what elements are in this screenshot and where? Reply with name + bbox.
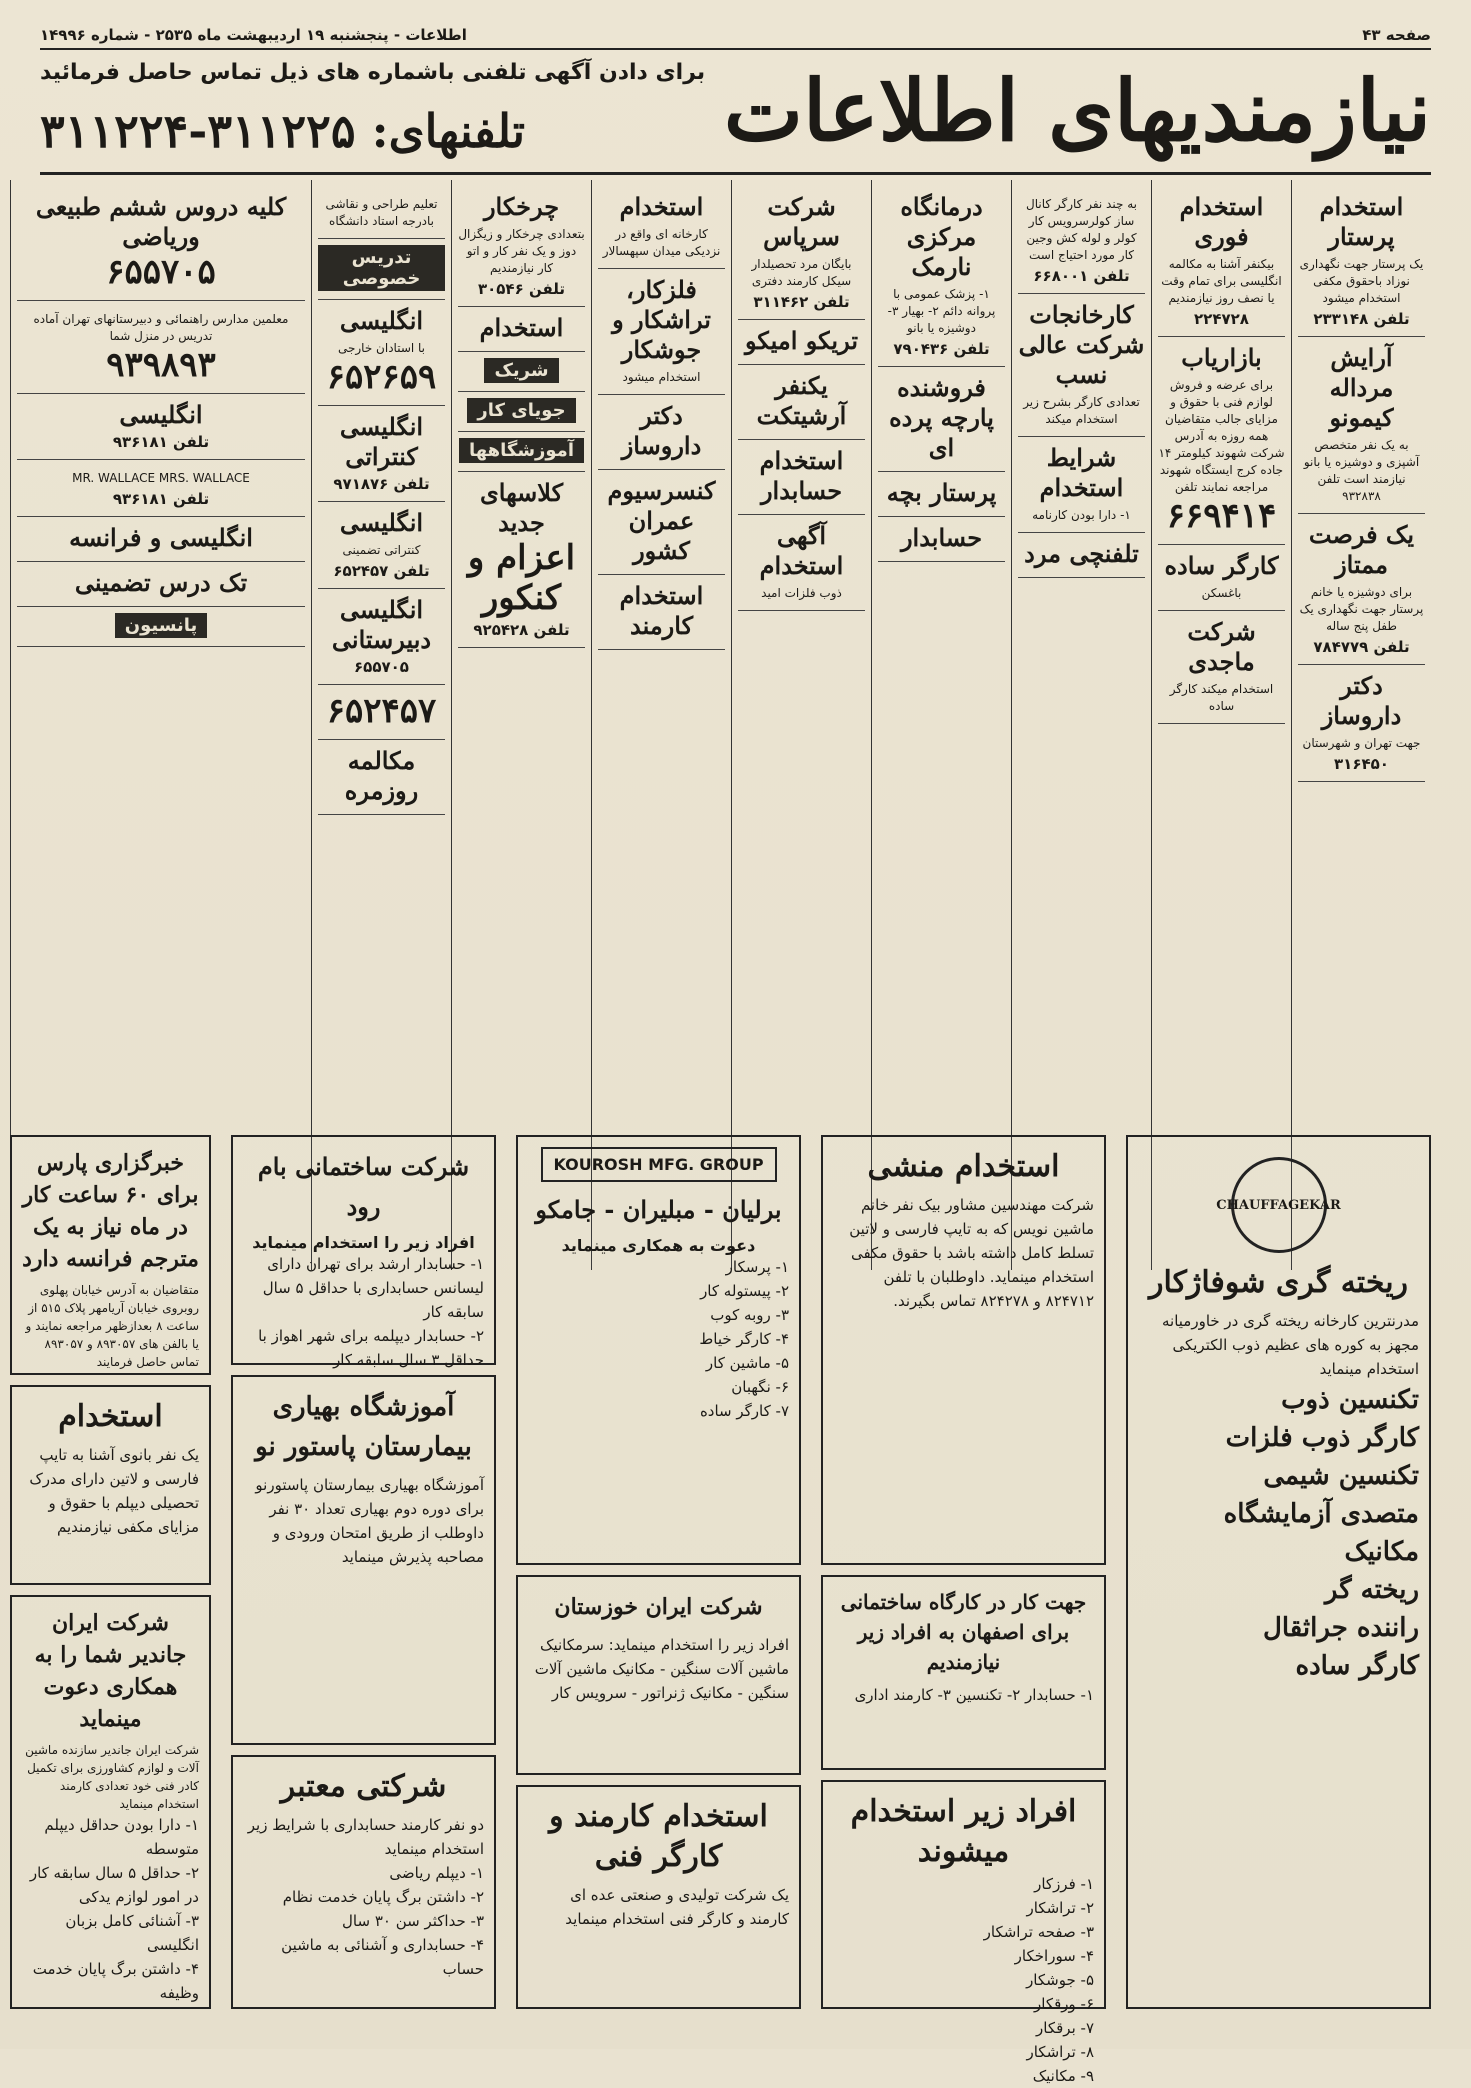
ad-title: برلیان - مبلیران - جامکو [535, 1195, 782, 1224]
classified-ad [598, 269, 725, 395]
ad-body: MR. WALLACE MRS. WALLACE [72, 471, 250, 485]
ad-body: به یک نفر متخصص آشپزی و دوشیزه یا بانو نیازمند است تلفن ۹۳۲۸۳۸ [1303, 438, 1420, 503]
list-item: ریخته گر [1324, 1575, 1419, 1605]
classified-ad [878, 472, 1005, 517]
ad-isfahan [821, 1575, 1106, 1770]
list-item: ۴- سوراخکار [1014, 1947, 1094, 1965]
ad-body: کنتراتی تضمینی [342, 543, 421, 557]
ad-body: با استادان خارجی [337, 341, 426, 355]
ad-title: استخدام پرستار [1319, 192, 1404, 251]
ad-list [833, 1872, 1094, 2088]
ad-body: تعلیم طراحی و نقاشی بادرجه استاد دانشگاه [325, 197, 438, 228]
page-header [40, 22, 1431, 50]
ad-phone: تلفن ۶۶۸۰۰۱ [1033, 267, 1130, 285]
masthead-phones [40, 104, 525, 158]
list-item: ۷- برقکار [1036, 2019, 1094, 2037]
list-item: تکنسین شیمی [1263, 1461, 1419, 1491]
ad-behyari [231, 1375, 496, 1745]
list-item: ۴- داشتن برگ پایان خدمت وظیفه [32, 1960, 199, 2002]
ad-title: انگلیسی [119, 400, 203, 429]
classified-ad [1298, 665, 1425, 782]
classified-ad [318, 502, 445, 589]
ad-body: بتعدادی چرخکار و زیگزال دوز و یک نفر کار و اتو کار نیازمندیم [458, 227, 585, 275]
section-heading: شریک [484, 358, 558, 383]
list-item: ۱- پرسکار [725, 1258, 789, 1276]
list-item: مکانیک [1344, 1537, 1419, 1567]
ad-list [243, 1252, 484, 1372]
ad-body: یک نفر بانوی آشنا به تایپ فارسی و لاتین دارای مدرک تحصیلی دیپلم با حقوق و مزایای مکفی نیازمندیم [29, 1446, 199, 1536]
ad-body: ۱- پزشک عمومی با پروانه دائم ۲- بهیار ۳- دوشیزه یا بانو [887, 287, 996, 335]
ad-title: انگلیسی و فرانسه [69, 523, 253, 552]
ad-monshi [821, 1135, 1106, 1565]
ad-body: به چند نفر کارگر کانال ساز کولرسرویس کار کولر و لوله کش وجین کار مورد احتیاج است [1026, 197, 1137, 262]
ad-title: تلفنچی مرد [1024, 539, 1139, 568]
ad-body: یک پرستار جهت نگهداری نوزاد باحقوق مکفی استخدام میشود [1299, 257, 1424, 305]
ad-list [528, 1255, 789, 1423]
ad-title: شرکت ماجدی [1187, 617, 1256, 676]
classified-ad [1158, 186, 1285, 337]
ad-phone-large: ۶۵۲۴۵۷ [326, 691, 437, 731]
ad-title: دکتر داروساز [621, 401, 702, 460]
ad-body: کارخانه ای واقع در نزدیکی میدان سپهسالار [602, 227, 721, 258]
ad-title: استخدام فوری [1179, 192, 1264, 251]
ad-estekhdam [10, 1385, 211, 1585]
ad-title: کارگر ساده [1164, 551, 1279, 580]
display-ads [10, 1135, 1431, 2085]
list-item: کارگر ساده [1295, 1651, 1419, 1681]
ad-phone: تلفن ۹۳۶۱۸۱ [112, 490, 210, 508]
section-heading: جویای کار [467, 398, 575, 423]
ad-title: تک درس تضمینی [74, 568, 248, 597]
list-item: ۲- پیستوله کار [700, 1282, 789, 1300]
ad-title: شرایط استخدام [1039, 443, 1124, 502]
classified-ad [738, 440, 865, 515]
ad-title: کنسرسیوم عمران کشور [607, 476, 716, 565]
ad-body: دو نفر کارمند حسابداری با شرایط زیر استخدام مینماید [247, 1816, 484, 1858]
classified-ad [318, 589, 445, 685]
ad-subtitle: افراد زیر را استخدام مینماید [252, 1233, 475, 1252]
ad-body: یک شرکت تولیدی و صنعتی عده ای کارمند و کارگر فنی استخدام مینماید [565, 1886, 789, 1928]
classified-ad [458, 392, 585, 432]
ad-shofajkar [1126, 1135, 1431, 2009]
ad-iranjander [10, 1595, 211, 2009]
list-item: ۲- تراشکار [1026, 1899, 1094, 1917]
classified-ad [1018, 437, 1145, 533]
ad-title: افراد زیر استخدام میشوند [850, 1794, 1077, 1869]
ad-title: بازاریاب [1181, 343, 1262, 372]
classified-ad [878, 367, 1005, 472]
ad-title: کلاسهای جدید [479, 478, 563, 537]
list-item: راننده جراثقال [1262, 1613, 1419, 1643]
shofajkar-logo: CHAUFFAGEKAR [1231, 1157, 1327, 1253]
ad-title: انگلیسی کنتراتی [339, 412, 424, 471]
classified-ad [738, 515, 865, 611]
ad-phone: تلفن ۹۲۵۴۲۸ [473, 621, 570, 639]
ad-title: شرکتی معتبر [280, 1769, 447, 1804]
ad-title: جهت کار در کارگاه ساختمانی برای اصفهان به افراد زیر نیازمندیم [840, 1590, 1087, 1674]
masthead-note: برای دادن آگهی تلفنی باشماره های ذیل تماس حاصل فرمائید [40, 60, 706, 85]
ad-body: استخدام میکند کارگر ساده [1169, 682, 1274, 713]
ad-afrad [821, 1780, 1106, 2085]
classified-ad [1158, 337, 1285, 545]
section-heading: پانسیون [115, 613, 208, 638]
section-heading: آموزشگاهها [459, 438, 584, 463]
classified-ad [1298, 514, 1425, 665]
ad-title: آموزشگاه بهیاری بیمارستان پاستور نو [255, 1392, 472, 1462]
list-item: ۶- نگهبان [731, 1378, 789, 1396]
classified-ad [598, 395, 725, 470]
ad-title: درمانگاه مرکزی نارمک [900, 192, 983, 281]
phones-value: ۳۱۱۲۲۵-۳۱۱۲۲۴ [40, 104, 356, 158]
ad-body: استخدام میشود [622, 370, 701, 384]
classified-ad [598, 470, 725, 575]
classified-ad [1298, 186, 1425, 337]
classified-ad [458, 186, 585, 307]
ad-subtitle: دعوت به همکاری مینماید [561, 1236, 756, 1255]
classified-ad [318, 406, 445, 502]
classified-ad [318, 186, 445, 239]
ad-phone: تلفن ۳۱۱۴۶۲ [753, 293, 850, 311]
masthead [40, 52, 1431, 175]
classified-ad [598, 186, 725, 269]
classified-ad [318, 239, 445, 300]
ad-karmand [516, 1785, 801, 2009]
column-4 [871, 180, 1011, 1270]
list-item: ۶- ورقکار [1034, 1995, 1094, 2013]
classified-ad [1158, 611, 1285, 724]
ad-title: یکنفر آرشیتکت [756, 371, 847, 430]
ad-khuzestan [516, 1575, 801, 1775]
ad-body: ۱- دارا بودن کارنامه [1032, 508, 1131, 522]
classified-ad [318, 740, 445, 815]
list-item: ۲- حداقل ۵ سال سابقه کار در امور لوازم یدکی [29, 1864, 199, 1906]
list-item: ۳- آشنائی کامل بزبان انگلیسی [65, 1912, 199, 1954]
ad-title: انگلیسی [339, 508, 424, 537]
ad-phone: تلفن ۲۳۳۱۴۸ [1313, 310, 1410, 328]
ad-phone: تلفن ۹۳۶۱۸۱ [112, 433, 210, 451]
classified-ad [1018, 294, 1145, 437]
classified-ad [318, 300, 445, 406]
list-item: ۱- فرزکار [1034, 1875, 1094, 1893]
classified-ad [458, 352, 585, 392]
ad-title: مکالمه روزمره [344, 746, 419, 805]
ad-title: استخدام کارمند [619, 581, 704, 640]
ad-title: انگلیسی [339, 306, 424, 335]
ad-body: ۱- حسابدار ۲- تکنسین ۳- کارمند اداری [854, 1686, 1094, 1704]
classified-ad [878, 517, 1005, 562]
ad-title: استخدام [58, 1399, 163, 1434]
ad-phone-large: ۶۵۲۶۵۹ [326, 357, 437, 397]
masthead-title: نیازمندیهای اطلاعات [723, 61, 1431, 160]
ad-phone: تلفن ۶۵۲۴۵۷ [333, 562, 430, 580]
ad-body: معلمین مدارس راهنمائی و دبیرستانهای تهران آماده تدریس در منزل شما [33, 312, 289, 343]
ad-motabar [231, 1755, 496, 2009]
classified-ad [17, 562, 305, 607]
ad-phone-large: اعزام و کنکور [467, 538, 576, 618]
phones-label: تلفنهای: [371, 104, 525, 158]
classified-ad [17, 460, 305, 517]
list-item: ۷- کارگر ساده [699, 1402, 789, 1420]
ad-phone: ۳۱۶۴۵۰ [1334, 755, 1389, 773]
column-7 [451, 180, 591, 1270]
ad-title: ریخته گری شوفاژکار [1148, 1265, 1409, 1300]
list-item: ۳- روبه کوب [710, 1306, 789, 1324]
list-item: ۸- تراشکار [1026, 2043, 1094, 2061]
ad-title: انگلیسی دبیرستانی [331, 595, 432, 654]
classified-ad [17, 186, 305, 301]
classified-ad [738, 186, 865, 320]
ad-body: افراد زیر را استخدام مینماید: سرمکانیک ماشین آلات سنگین - مکانیک ماشین آلات سنگین - مکانیک ژنراتور - سرویس کار [534, 1636, 789, 1702]
list-item: ۵- ماشین کار [705, 1354, 789, 1372]
ad-body: بایگان مرد تحصیلدار سیکل کارمند دفتری [751, 257, 852, 288]
classified-ad [17, 301, 305, 394]
ad-list [1138, 1381, 1419, 1685]
column-5 [731, 180, 871, 1270]
ad-pars [10, 1135, 211, 1375]
column-2 [1151, 180, 1291, 1270]
ad-title: استخدام کارمند و کارگر فنی [549, 1799, 768, 1874]
classified-ad [458, 307, 585, 352]
ad-body: بیکنفر آشنا به مکالمه انگلیسی برای تمام وقت یا نصف روز نیازمندیم [1161, 257, 1282, 305]
list-item: ۲- حسابدار دیپلمه برای شهر اهواز با حداقل ۳ سال سابقه کار [258, 1327, 484, 1369]
list-item: ۱- دیپلم ریاضی [389, 1864, 484, 1882]
column-3 [1011, 180, 1151, 1270]
ad-title: حسابدار [900, 523, 983, 552]
ad-body: برای دوشیزه یا خانم پرستار جهت نگهداری یک طفل پنج ساله [1299, 585, 1424, 633]
classified-ad [878, 186, 1005, 367]
list-item: ۴- کارگر خیاط [699, 1330, 789, 1348]
list-item: ۵- جوشکار [1026, 1971, 1094, 1989]
ad-body: ذوب فلزات امید [761, 586, 842, 600]
classified-ad [17, 394, 305, 460]
ad-phone: ۲۲۴۷۲۸ [1194, 310, 1249, 328]
list-item: متصدی آزمایشگاه [1223, 1499, 1419, 1529]
ad-title: فلزکار، تراشکار و جوشکار [612, 275, 711, 364]
classified-ad [738, 320, 865, 365]
ad-body: جهت تهران و شهرستان [1302, 736, 1421, 750]
column-9 [10, 180, 311, 1270]
ad-phone-large: ۹۳۹۸۹۳ [106, 345, 216, 385]
ad-title: فروشنده پارچه پرده ای [889, 373, 994, 462]
ad-title: استخدام حسابدار [759, 446, 844, 505]
ad-phone: تلفن ۹۷۱۸۷۶ [333, 475, 430, 493]
ad-phone: تلفن ۷۸۴۷۷۹ [1313, 638, 1410, 656]
list-item: ۳- حداکثر سن ۳۰ سال [342, 1912, 484, 1930]
column-8 [311, 180, 451, 1270]
ad-body: برای عرضه و فروش لوازم فنی با حقوق و مزایای جالب متقاضیان همه روزه به آدرس شرکت شهوند کیلومتر ۱۴ جاده کرج ایستگاه شهوند مراجعه نمایند تلفن [1158, 378, 1285, 494]
ad-body: تعدادی کارگر بشرح زیر استخدام میکند [1023, 395, 1140, 426]
classified-ad [318, 685, 445, 740]
list-item: ۴- حسابداری و آشنائی به ماشین حساب [281, 1936, 484, 1978]
ad-title: کارخانجات شرکت عالی نسب [1018, 300, 1145, 389]
ad-title: استخدام منشی [867, 1149, 1060, 1184]
ad-title: استخدام [619, 192, 704, 221]
ad-title: شرکت سرپاس [763, 192, 840, 251]
column-1 [1291, 180, 1431, 1270]
classified-ad [1158, 545, 1285, 611]
ad-list [22, 1813, 199, 2005]
ad-body: شرکت مهندسین مشاور بیک نفر خانم ماشین نویس که به تایپ فارسی و لاتین تسلط کامل داشته باشد با حقوق مکفی استخدام مینماید. داوطلبان با تلفن ۸۲۴۷۱۲ و ۸۲۴۲۷۸ تماس بگیرند. [849, 1196, 1094, 1310]
list-item: ۱- دارا بودن حداقل دیپلم متوسطه [44, 1816, 199, 1858]
ad-title: یک فرصت ممتاز [1308, 520, 1415, 579]
ad-title: خبرگزاری پارس برای ۶۰ ساعت کار در ماه نیاز به یک مترجم فرانسه دارد [22, 1150, 199, 1272]
classified-ad [17, 517, 305, 562]
ad-phone: تلفن ۳۰۵۴۶ [477, 280, 566, 298]
classified-ad [1298, 337, 1425, 514]
ad-title: دکتر داروساز [1321, 671, 1402, 730]
ad-title: تریکو امیکو [744, 326, 859, 355]
ad-phone: تلفن ۷۹۰۴۳۶ [893, 340, 990, 358]
ad-body: مدرنترین کارخانه ریخته گری در خاورمیانه مجهز به کوره های عظیم ذوب الکتریکی استخدام مینماید [1161, 1312, 1419, 1378]
dateline: اطلاعات - پنجشنبه ۱۹ اردیبهشت ماه ۲۵۳۵ - شماره ۱۴۹۹۶ [40, 26, 467, 44]
list-item: ۲- داشتن برگ پایان خدمت نظام [282, 1888, 484, 1906]
page-number: صفحه ۴۳ [1362, 26, 1431, 44]
list-item: کارگر ذوب فلزات [1225, 1423, 1419, 1453]
classified-ad [1018, 186, 1145, 294]
classified-ad [458, 432, 585, 472]
ad-body: آموزشگاه بهیاری بیمارستان پاستورنو برای دوره دوم بهیاری تعداد ۳۰ نفر داوطلب از طریق امتحان ورودی و مصاحبه پذیرش مینماید [255, 1476, 484, 1566]
classified-ad [738, 365, 865, 440]
ad-list [243, 1861, 484, 1981]
ad-title: آرایش مرداله کیمونو [1329, 343, 1394, 432]
ad-body: باغسکن [1201, 586, 1242, 600]
classified-ad [598, 575, 725, 650]
ad-title: شرکت ایران جاندیر شما را به همکاری دعوت مینماید [34, 1610, 187, 1732]
ad-title: شرکت ایران خوزستان [554, 1594, 763, 1620]
list-item: ۱- حسابدار ارشد برای تهران دارای لیسانس حسابداری با حداقل ۵ سال سابقه کار [262, 1255, 484, 1321]
ad-phone-large: ۶۵۵۷۰۵ [106, 252, 216, 292]
list-item: ۹- مکانیک [1032, 2067, 1094, 2085]
kourosh-logo: KOUROSH MFG. GROUP [541, 1147, 777, 1182]
ad-title: شرکت ساختمانی بام رود [257, 1152, 470, 1221]
classified-ad [1018, 533, 1145, 578]
ad-kourosh [516, 1135, 801, 1565]
ad-body: متقاضیان به آدرس خیابان پهلوی روبروی خیابان آریامهر پلاک ۵۱۵ از ساعت ۸ بعدازظهر مراجعه نمایند و یا بالفن های ۸۹۳۰۵۷ و ۸۹۳۰۵۷ تماس حاصل فرمایند [25, 1283, 199, 1369]
classified-grid [10, 180, 1431, 1270]
ad-body: شرکت ایران جاندیر سازنده ماشین آلات و لوازم کشاورزی برای تکمیل کادر فنی خود تعدادی کارمند استخدام مینماید [25, 1743, 199, 1811]
section-heading: تدریس خصوصی [318, 245, 445, 291]
column-6 [591, 180, 731, 1270]
ad-title: استخدام [479, 313, 564, 342]
ad-title: آگهی استخدام [759, 521, 844, 580]
ad-phone: ۶۵۵۷۰۵ [354, 658, 409, 676]
classified-ad [17, 607, 305, 647]
list-item: تکنسین ذوب [1281, 1385, 1419, 1415]
ad-title: چرخکار [483, 192, 560, 221]
ad-phone-large: ۶۶۹۴۱۴ [1166, 496, 1277, 536]
ad-title: پرستار بچه [886, 478, 997, 507]
list-item: ۳- صفحه تراشکار [983, 1923, 1094, 1941]
classified-ad [458, 472, 585, 648]
ad-bamrood [231, 1135, 496, 1369]
ad-title: کلیه دروس ششم طبیعی وریاضی [35, 192, 287, 251]
